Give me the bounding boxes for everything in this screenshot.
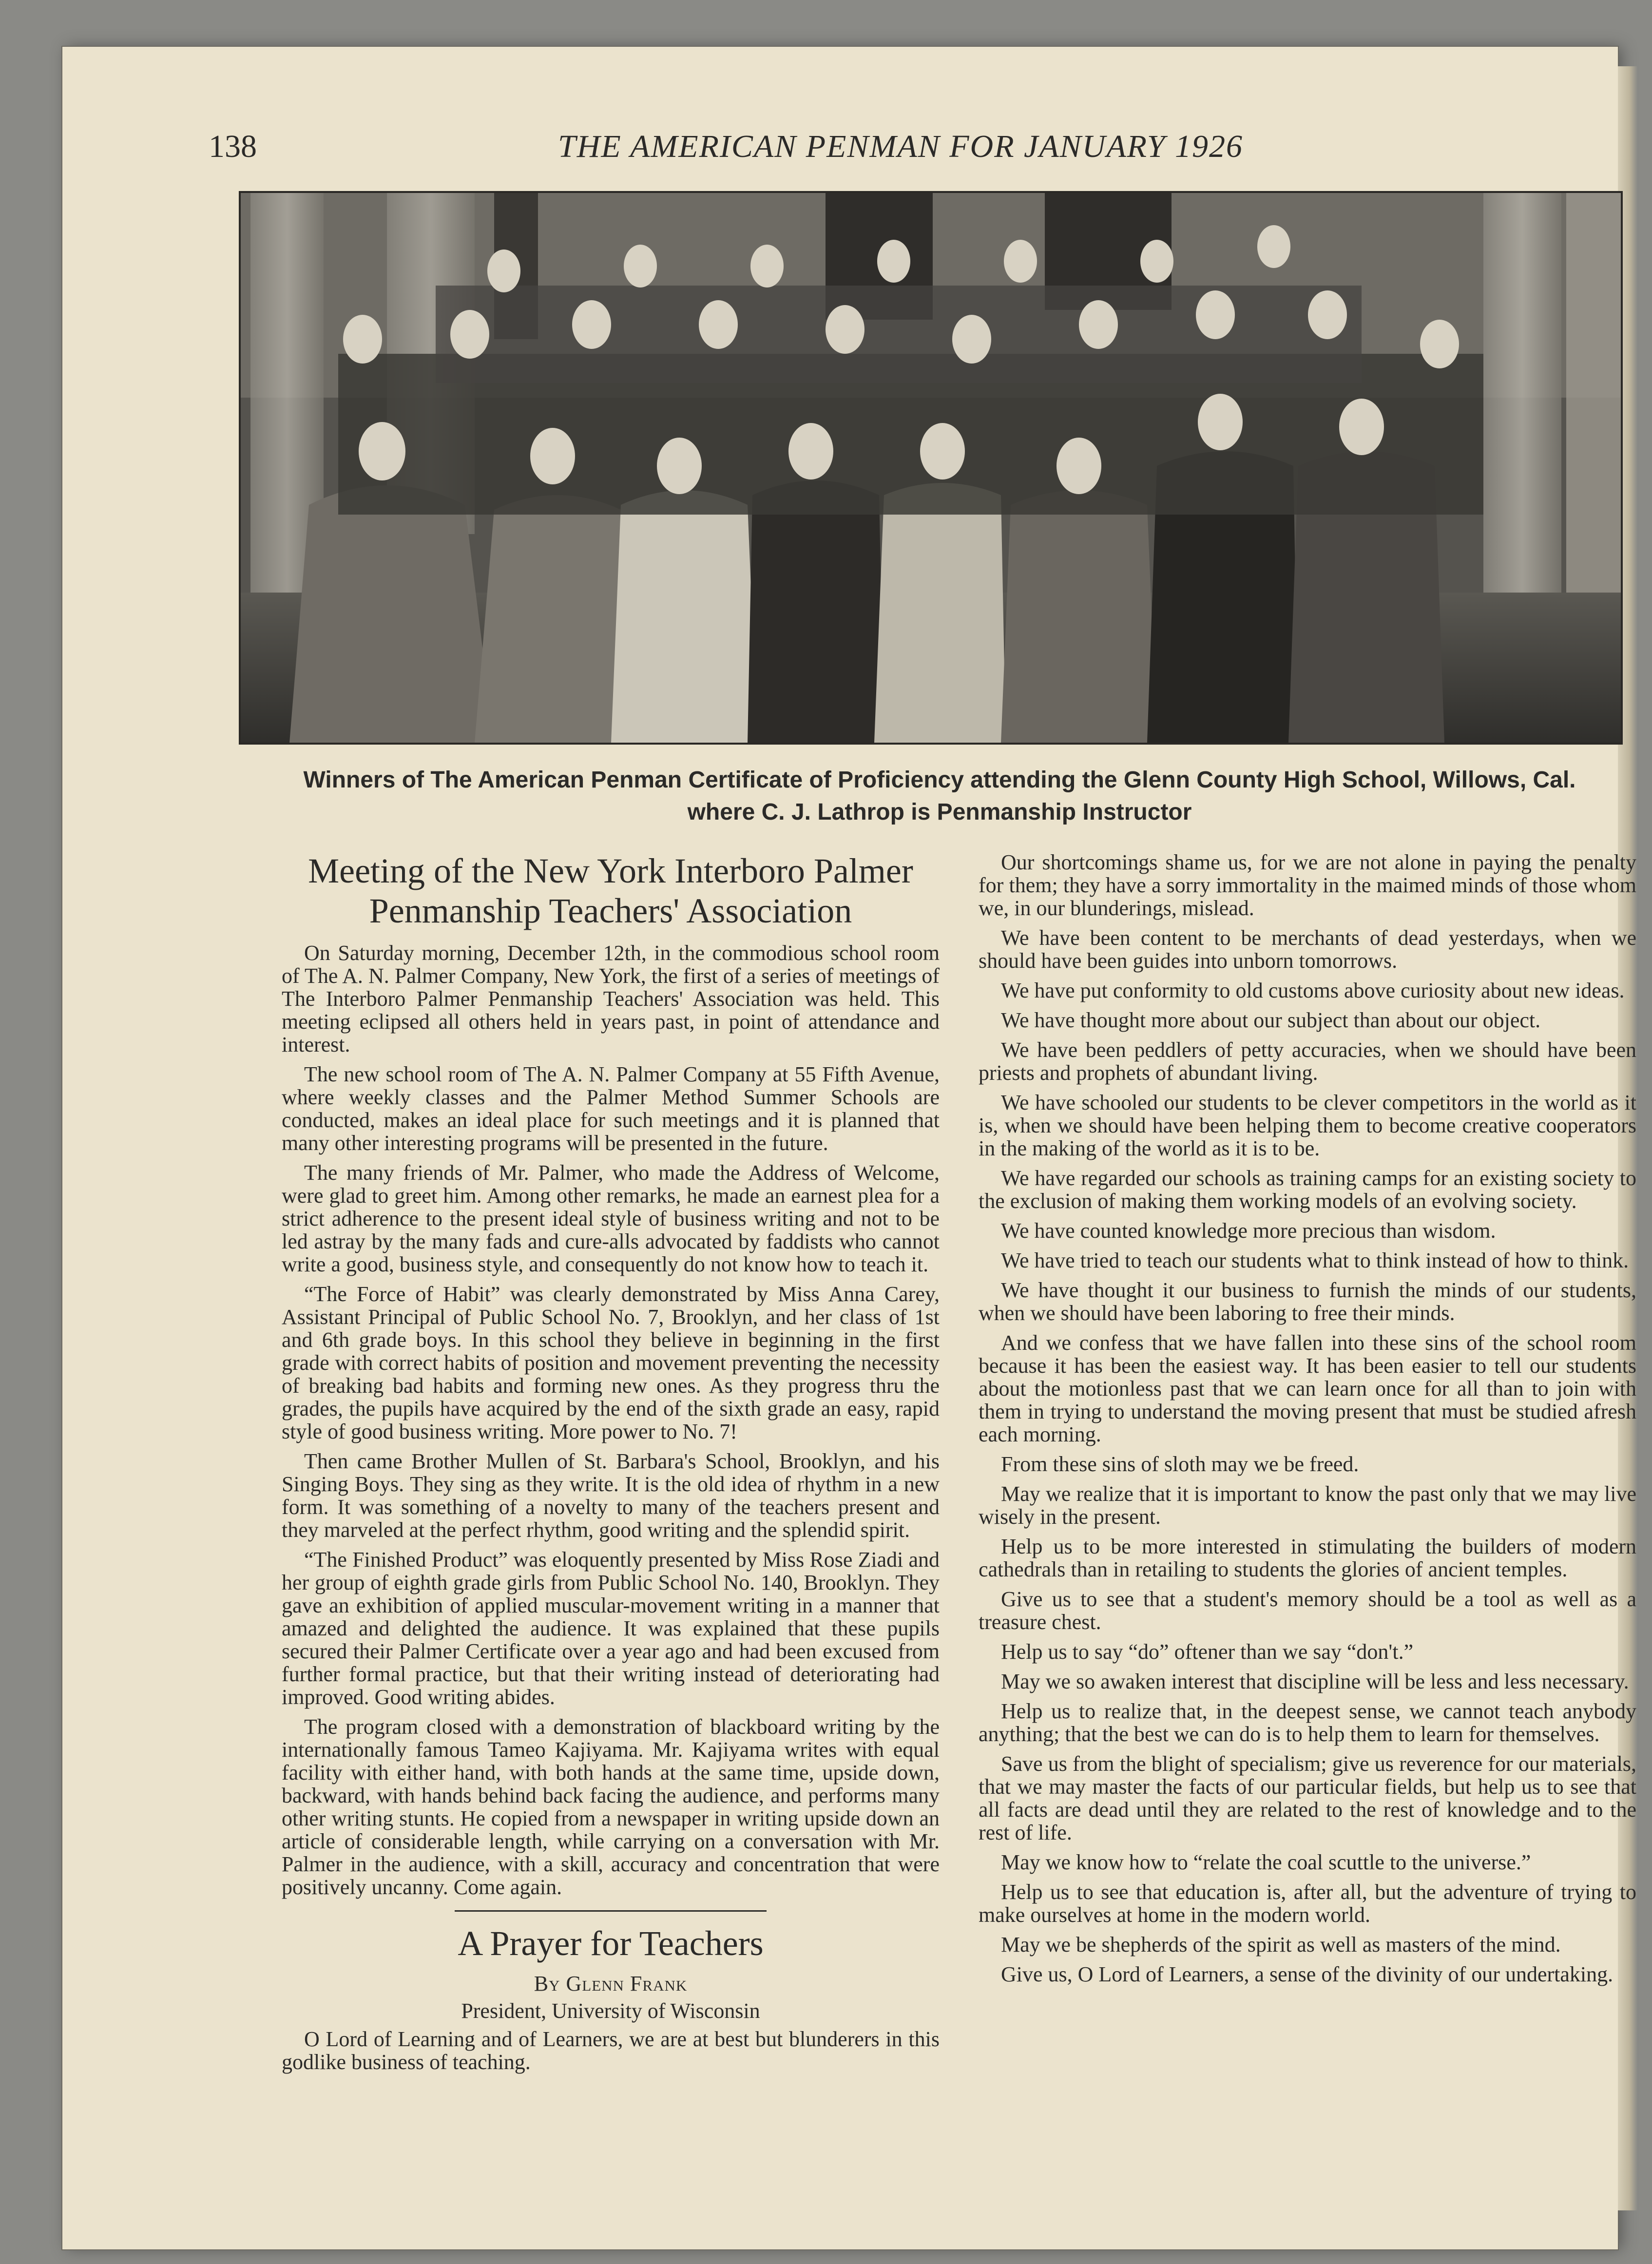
paragraph: We have regarded our schools as training camps for an existing society to the exclusion of making them working models of an evolving society. (979, 1166, 1636, 1213)
paragraph: Help us to see that education is, after all, but the adventure of trying to make ourselves at home in the modern world. (979, 1880, 1636, 1927)
caption-line-2: where C. J. Lathrop is Penmanship Instructor (687, 799, 1192, 825)
left-column (282, 851, 940, 2080)
right-column (979, 851, 1636, 1993)
author-affiliation: President, University of Wisconsin (461, 1999, 760, 2023)
paragraph: We have been peddlers of petty accuracies, when we should have been priests and prophets of abundant living. (979, 1038, 1636, 1085)
paragraph: On Saturday morning, December 12th, in the commodious school room of The A. N. Palmer Company, New York, the first of a series of meetings of The Interboro Palmer Penmanship Teachers' Association was held. This meeting eclipsed all others held in years past, in point of attendance and interest. (282, 941, 940, 1056)
group-photograph (239, 191, 1623, 745)
paragraph: Help us to realize that, in the deepest sense, we cannot teach anybody anything; that the best we can do is to help them to learn for themselves. (979, 1699, 1636, 1746)
paragraph: “The Finished Product” was eloquently presented by Miss Rose Ziadi and her group of eighth grade girls from Public School No. 140, Brooklyn. They gave an exhibition of applied muscular-movement writing in a manner that amazed and delighted the audience. It was explained that these pupils secured their Palmer Certificate over a year ago and had been excused from further formal practice, but that their writing instead of deteriorating had improved. Good writing abides. (282, 1548, 940, 1709)
paragraph: Help us to be more interested in stimulating the builders of modern cathedrals than in retailing to students the glories of ancient temples. (979, 1535, 1636, 1581)
paragraph: Give us to see that a student's memory should be a tool as well as a treasure chest. (979, 1587, 1636, 1634)
paragraph: Save us from the blight of specialism; give us reverence for our materials, that we may master the facts of our particular fields, but help us to see that all facts are dead until they are related to the rest of knowledge and to the rest of life. (979, 1752, 1636, 1844)
paragraph: Help us to say “do” oftener than we say “don't.” (1001, 1640, 1414, 1664)
paragraph: From these sins of sloth may we be freed. (1001, 1452, 1359, 1476)
paragraph: We have counted knowledge more precious than wisdom. (1001, 1219, 1496, 1243)
article-title-meeting: Meeting of the New York Interboro Palmer Penmanship Teachers' Association (308, 851, 913, 930)
paragraph: We have been content to be merchants of dead yesterdays, when we should have been guides into unborn tomorrows. (979, 926, 1636, 973)
paragraph: We have put conformity to old customs above curiosity about new ideas. (1001, 979, 1625, 1002)
paragraph: We have thought it our business to furnish the minds of our students, when we should have been laboring to free their minds. (979, 1278, 1636, 1325)
paragraph: The new school room of The A. N. Palmer Company at 55 Fifth Avenue, where weekly classes and the Palmer Method Summer Schools are conducted, makes an ideal place for such meetings and it is planned that many other interesting programs will be presented in the future. (282, 1062, 940, 1155)
paragraph: O Lord of Learning and of Learners, we are at best but blunderers in this godlike business of teaching. (282, 2027, 940, 2074)
paragraph: We have thought more about our subject than about our object. (1001, 1008, 1541, 1032)
paragraph: Give us, O Lord of Learners, a sense of the divinity of our undertaking. (1001, 1962, 1614, 1986)
paragraph: We have tried to teach our students what to think instead of how to think. (1001, 1248, 1629, 1272)
photo-illustration (241, 193, 1621, 743)
paragraph: May we know how to “relate the coal scuttle to the universe.” (1001, 1850, 1531, 1874)
byline: By Glenn Frank (534, 1972, 688, 1995)
paragraph: The program closed with a demonstration of blackboard writing by the internationally famous Tameo Kajiyama. Mr. Kajiyama writes with equal facility with either hand, with both hands at the same time, upside down, backward, with hands behind back facing the audience, and performs many other writing stunts. He copied from a newspaper in writing upside down an article of considerable length, while carrying on a conversation with Mr. Palmer in the audience, with a skill, accuracy and concentration that were positively uncanny. Come again. (282, 1715, 940, 1899)
paragraph: May we be shepherds of the spirit as well as masters of the mind. (1001, 1933, 1561, 1957)
paragraph: The many friends of Mr. Palmer, who made the Address of Welcome, were glad to greet him. Among other remarks, he made an earnest plea for a strict adherence to the present ideal style of business writing and not to be led astray by the many fads and cure-alls advocated by faddists who cannot write a good, business style, and consequently do not know how to teach it. (282, 1161, 940, 1276)
paragraph: May we so awaken interest that discipline will be less and less necessary. (1001, 1669, 1629, 1693)
paragraph: We have schooled our students to be clever competitors in the world as it is, when we should have been helping them to become creative cooperators in the making of the world as it is to be. (979, 1091, 1636, 1160)
section-divider (455, 1910, 767, 1912)
magazine-page (62, 47, 1636, 2249)
running-head (209, 120, 1593, 173)
paragraph: Our shortcomings shame us, for we are not alone in paying the penalty for them; they have a sorry immortality in the maimed minds of those whom we, in our blunderings, mislead. (979, 850, 1636, 920)
article-title-prayer: A Prayer for Teachers (458, 1924, 764, 1963)
paragraph: Then came Brother Mullen of St. Barbara's School, Brooklyn, and his Singing Boys. They sing as they write. It is the old idea of rhythm in a new form. It was something of a novelty to many of the teachers present and they marveled at the perfect rhythm, good writing and the splendid spirit. (282, 1449, 940, 1542)
page-number: 138 (209, 129, 257, 164)
photo-caption (267, 764, 1612, 828)
caption-line-1: Winners of The American Penman Certificate of Proficiency attending the Glenn County High School, Willows, Cal. (303, 767, 1576, 793)
paragraph: And we confess that we have fallen into these sins of the school room because it has been the easiest way. It has been easier to tell our students about the motionless past that we can learn once for all than to join with them in trying to understand the moving present that must be studied afresh each morning. (979, 1331, 1636, 1446)
paragraph: May we realize that it is important to know the past only that we may live wisely in the present. (979, 1482, 1636, 1529)
paragraph: “The Force of Habit” was clearly demonstrated by Miss Anna Carey, Assistant Principal of Public School No. 7, Brooklyn, and her class of 1st and 6th grade boys. In this school they believe in beginning in the first grade with correct habits of position and movement preventing the necessity of breaking bad habits and forming new ones. As they progress thru the grades, the pupils have acquired by the end of the sixth grade an easy, rapid style of good business writing. More power to No. 7! (282, 1282, 940, 1443)
journal-title: THE AMERICAN PENMAN FOR JANUARY 1926 (558, 129, 1243, 164)
